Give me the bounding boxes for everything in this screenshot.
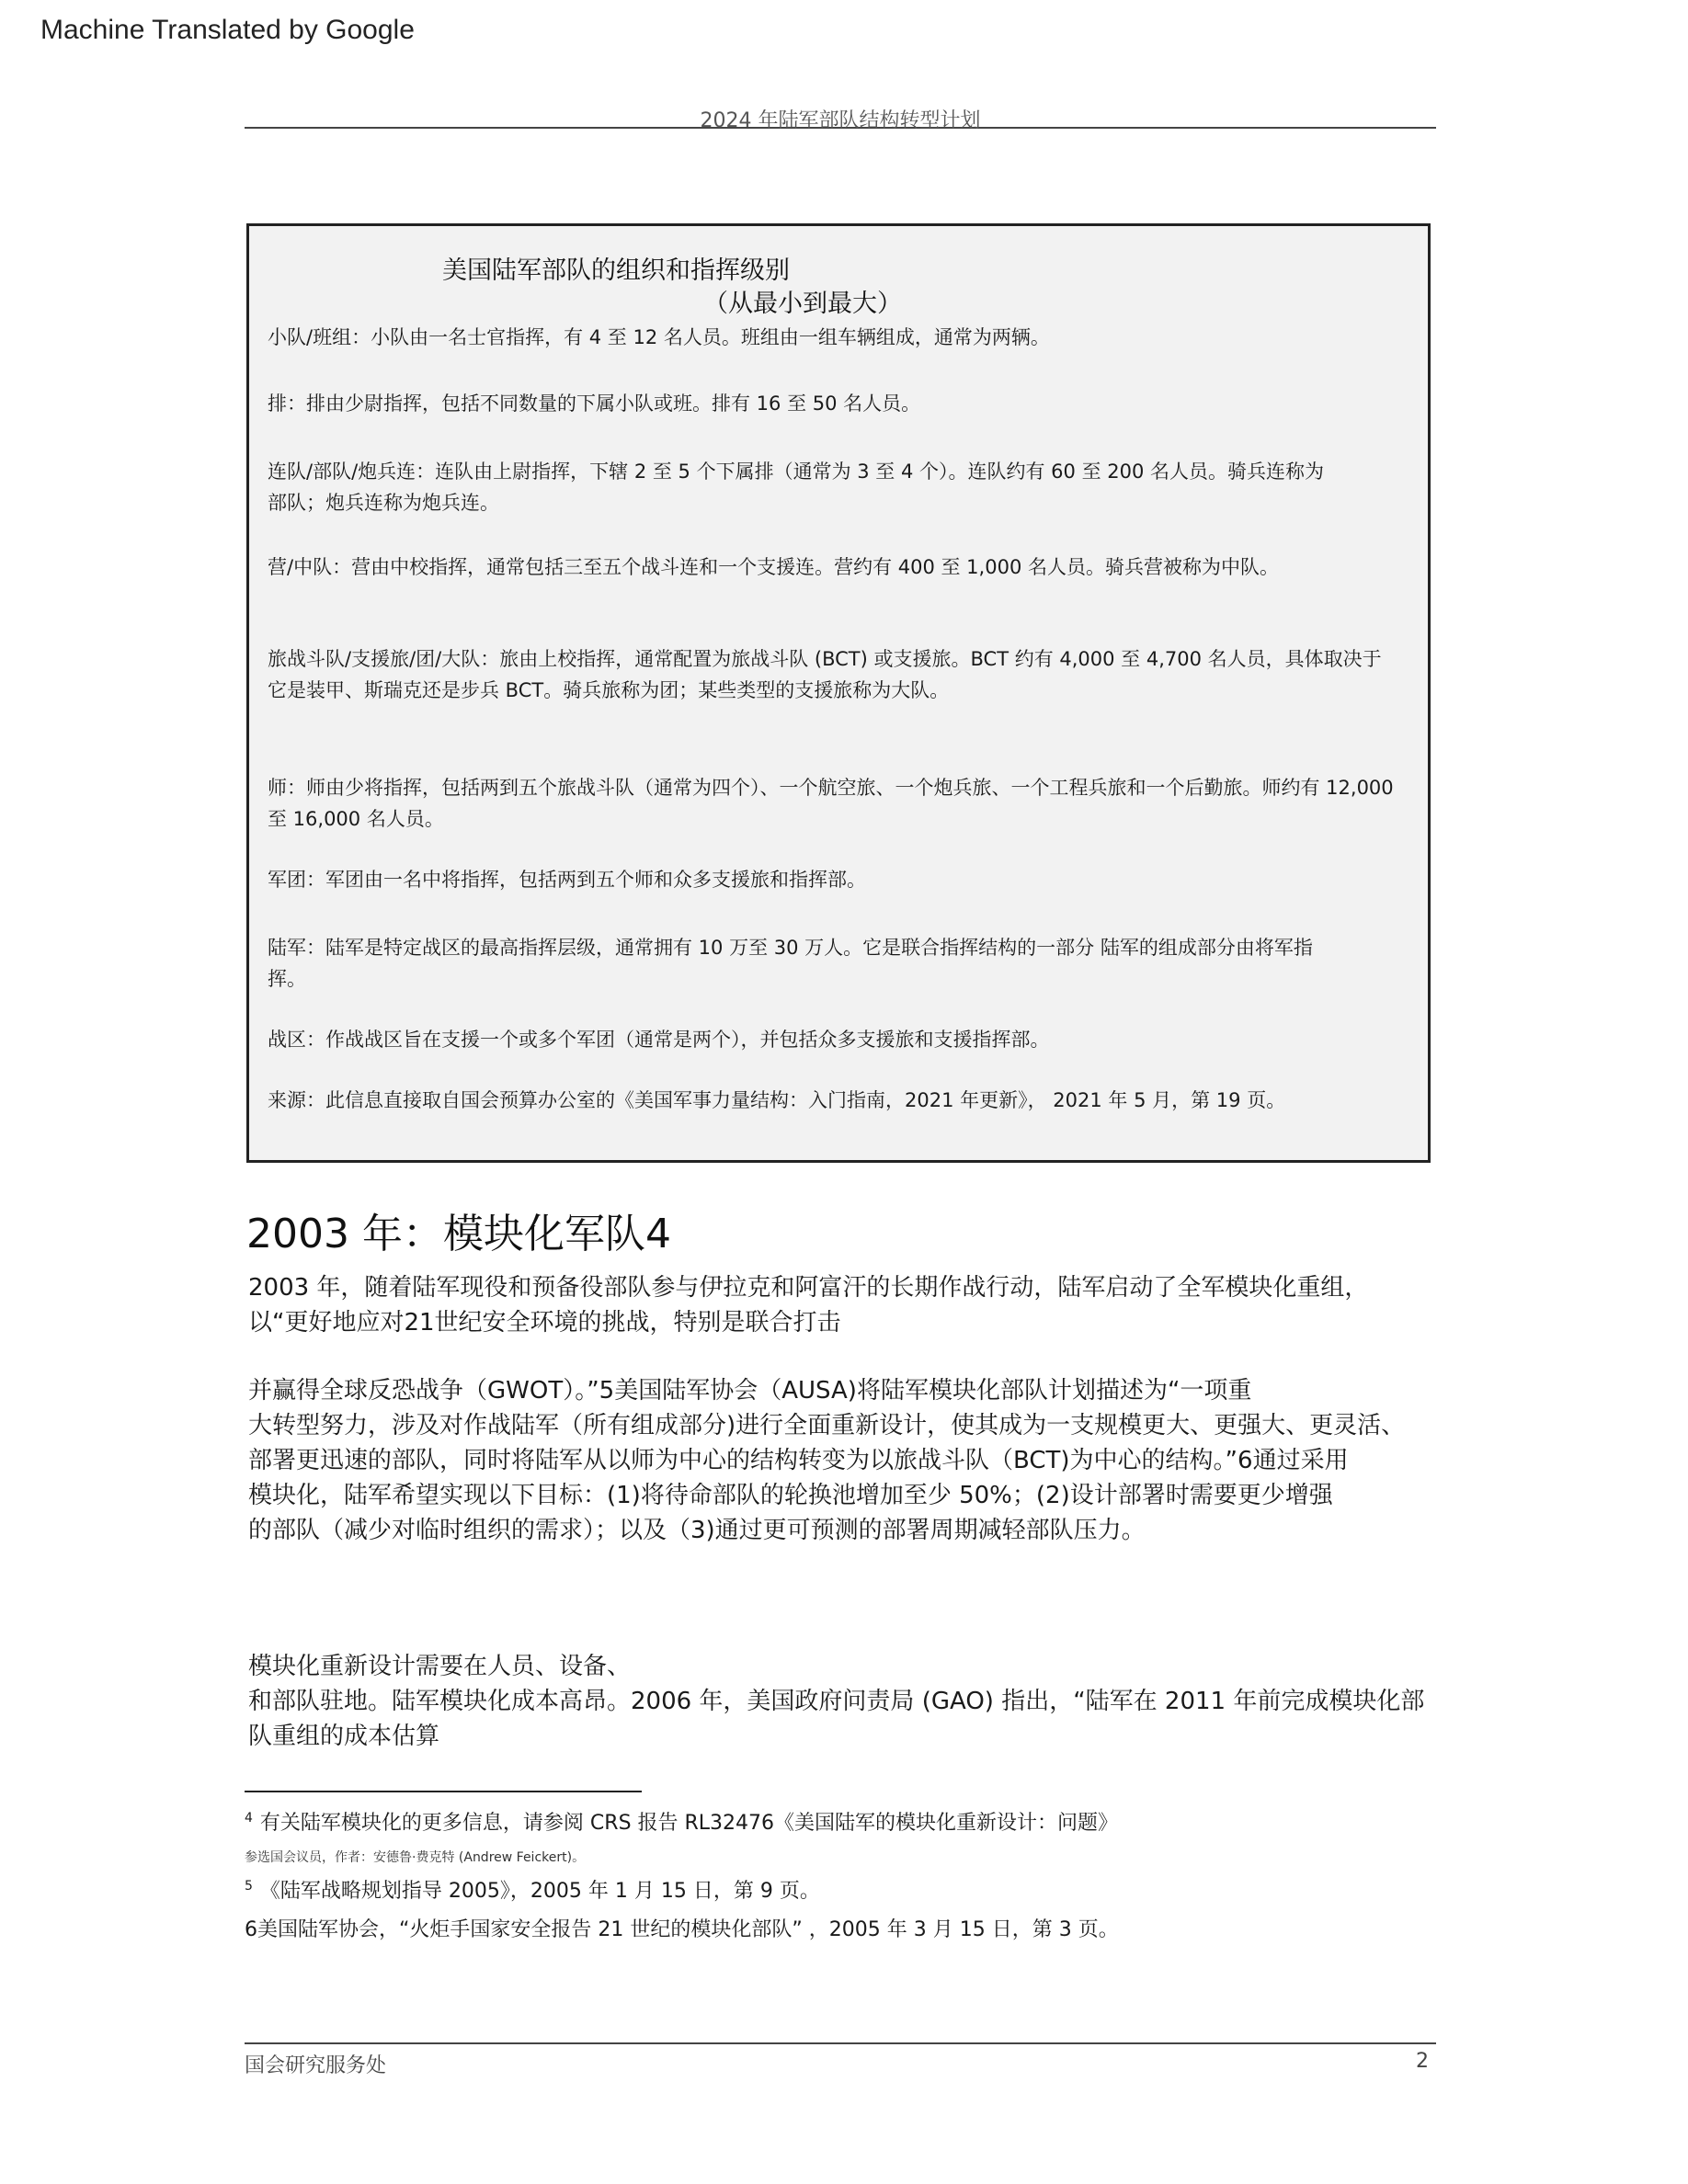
footnote-6: 6美国陆军协会，“火炬手国家安全报告 21 世纪的模块化部队” ，2005 年 3 月 15 日，第 3 页。	[245, 1918, 1119, 1941]
box-title: 美国陆军部队的组织和指挥级别	[442, 256, 790, 285]
running-header-text: 2024 年陆军部队结构转型计划	[700, 109, 981, 132]
paragraph-ausa	[248, 1373, 1434, 1548]
footnote-separator	[245, 1791, 642, 1792]
box-entry-brigade	[268, 643, 1408, 706]
organization-levels-box	[246, 223, 1431, 1163]
footnote-4-continuation: 参选国会议员，作者：安德鲁·费克特 (Andrew Feickert)。	[245, 1850, 586, 1865]
paragraph-line: 部署更迅速的部队，同时将陆军从以师为中心的结构转变为以旅战斗队（BCT)为中心的结构。”6通过采用	[248, 1447, 1349, 1474]
footer-separator	[245, 2042, 1436, 2044]
box-entry-line: 战区：作战战区旨在支援一个或多个军团（通常是两个），并包括众多支援旅和支援指挥部。	[268, 1029, 1050, 1051]
paragraph-line: 和部队驻地。陆军模块化成本高昂。2006 年，美国政府问责局 (GAO) 指出，“陆军在 2011 年前完成模块化部	[248, 1688, 1425, 1715]
box-entry-line: 部队；炮兵连称为炮兵连。	[268, 492, 499, 514]
box-entry-company	[268, 456, 1408, 518]
box-entry-battalion	[268, 552, 1408, 583]
box-entry-theater	[268, 1024, 1408, 1055]
box-entry-division	[268, 772, 1408, 835]
box-entry-line: 来源：此信息直接取自国会预算办公室的《美国军事力量结构：入门指南，2021 年更新》， 2021 年 5 月，第 19 页。	[268, 1089, 1286, 1111]
paragraph-intro	[248, 1270, 1434, 1340]
box-entry-line: 排：排由少尉指挥，包括不同数量的下属小队或班。排有 16 至 50 名人员。	[268, 392, 921, 415]
box-entry-line: 小队/班组：小队由一名士官指挥，有 4 至 12 名人员。班组由一组车辆组成，通常为两辆。	[268, 326, 1050, 348]
box-entry-line: 军团：军团由一名中将指挥，包括两到五个师和众多支援旅和指挥部。	[268, 869, 866, 891]
box-entry-source	[268, 1085, 1408, 1116]
section-heading: 2003 年：模块化军队4	[246, 1211, 671, 1257]
paragraph-line: 大转型努力，涉及对作战陆军（所有组成部分)进行全面重新设计，使其成为一支规模更大、更强大、更灵活、	[248, 1412, 1406, 1439]
paragraph-line: 模块化重新设计需要在人员、设备、	[248, 1653, 632, 1680]
page-number: 2	[1416, 2050, 1429, 2073]
paragraph-line: 2003 年，随着陆军现役和预备役部队参与伊拉克和阿富汗的长期作战行动，陆军启动了全军模块化重组，	[248, 1274, 1369, 1302]
box-entry-line: 至 16,000 名人员。	[268, 808, 444, 830]
box-entry-platoon	[268, 388, 1408, 419]
footnote-4-marker: 4	[245, 1810, 253, 1826]
box-entry-line: 师：师由少将指挥，包括两到五个旅战斗队（通常为四个）、一个航空旅、一个炮兵旅、一个工程兵旅和一个后勤旅。师约有 12,000	[268, 777, 1394, 799]
box-subtitle: （从最小到最大）	[703, 290, 902, 318]
paragraph-cost	[248, 1649, 1434, 1754]
box-entry-squad	[268, 322, 1408, 353]
box-entry-line: 它是装甲、斯瑞克还是步兵 BCT。骑兵旅称为团；某些类型的支援旅称为大队。	[268, 679, 950, 701]
box-entry-line: 营/中队：营由中校指挥，通常包括三至五个战斗连和一个支援连。营约有 400 至 1,000 名人员。骑兵营被称为中队。	[268, 556, 1279, 578]
paragraph-line: 的部队（减少对临时组织的需求）；以及（3)通过更可预测的部署周期减轻部队压力。	[248, 1517, 1146, 1544]
box-entry-line: 陆军：陆军是特定战区的最高指挥层级，通常拥有 10 万至 30 万人。它是联合指挥结构的一部分 陆军的组成部分由将军指	[268, 937, 1313, 959]
footnote-5-text: 《陆军战略规划指导 2005》，2005 年 1 月 15 日，第 9 页。	[259, 1880, 820, 1903]
box-entry-corps	[268, 864, 1408, 895]
box-entry-army	[268, 932, 1408, 995]
footnote-5	[245, 1875, 820, 1904]
footnote-4-text: 有关陆军模块化的更多信息，请参阅 CRS 报告 RL32476《美国陆军的模块化重新设计：问题》	[259, 1812, 1119, 1835]
paragraph-line: 以“更好地应对21世纪安全环境的挑战，特别是联合打击	[248, 1309, 841, 1337]
paragraph-line: 并赢得全球反恐战争（GWOT）。”5美国陆军协会（AUSA)将陆军模块化部队计划描述为“一项重	[248, 1377, 1252, 1405]
footnote-5-marker: 5	[245, 1878, 253, 1894]
paragraph-line: 模块化，陆军希望实现以下目标：(1)将待命部队的轮换池增加至少 50%；(2)设计部署时需要更少增强	[248, 1482, 1333, 1509]
running-header	[245, 101, 1436, 132]
machine-translation-watermark: Machine Translated by Google	[40, 15, 415, 45]
paragraph-line: 队重组的成本估算	[248, 1723, 440, 1750]
box-entry-line: 挥。	[268, 968, 306, 990]
footer-organization: 国会研究服务处	[245, 2054, 387, 2077]
footnote-4	[245, 1807, 1118, 1836]
box-entry-line: 连队/部队/炮兵连：连队由上尉指挥，下辖 2 至 5 个下属排（通常为 3 至 4 个）。连队约有 60 至 200 名人员。骑兵连称为	[268, 461, 1324, 483]
box-entry-line: 旅战斗队/支援旅/团/大队：旅由上校指挥，通常配置为旅战斗队 (BCT) 或支援旅。BCT 约有 4,000 至 4,700 名人员，具体取决于	[268, 648, 1382, 670]
